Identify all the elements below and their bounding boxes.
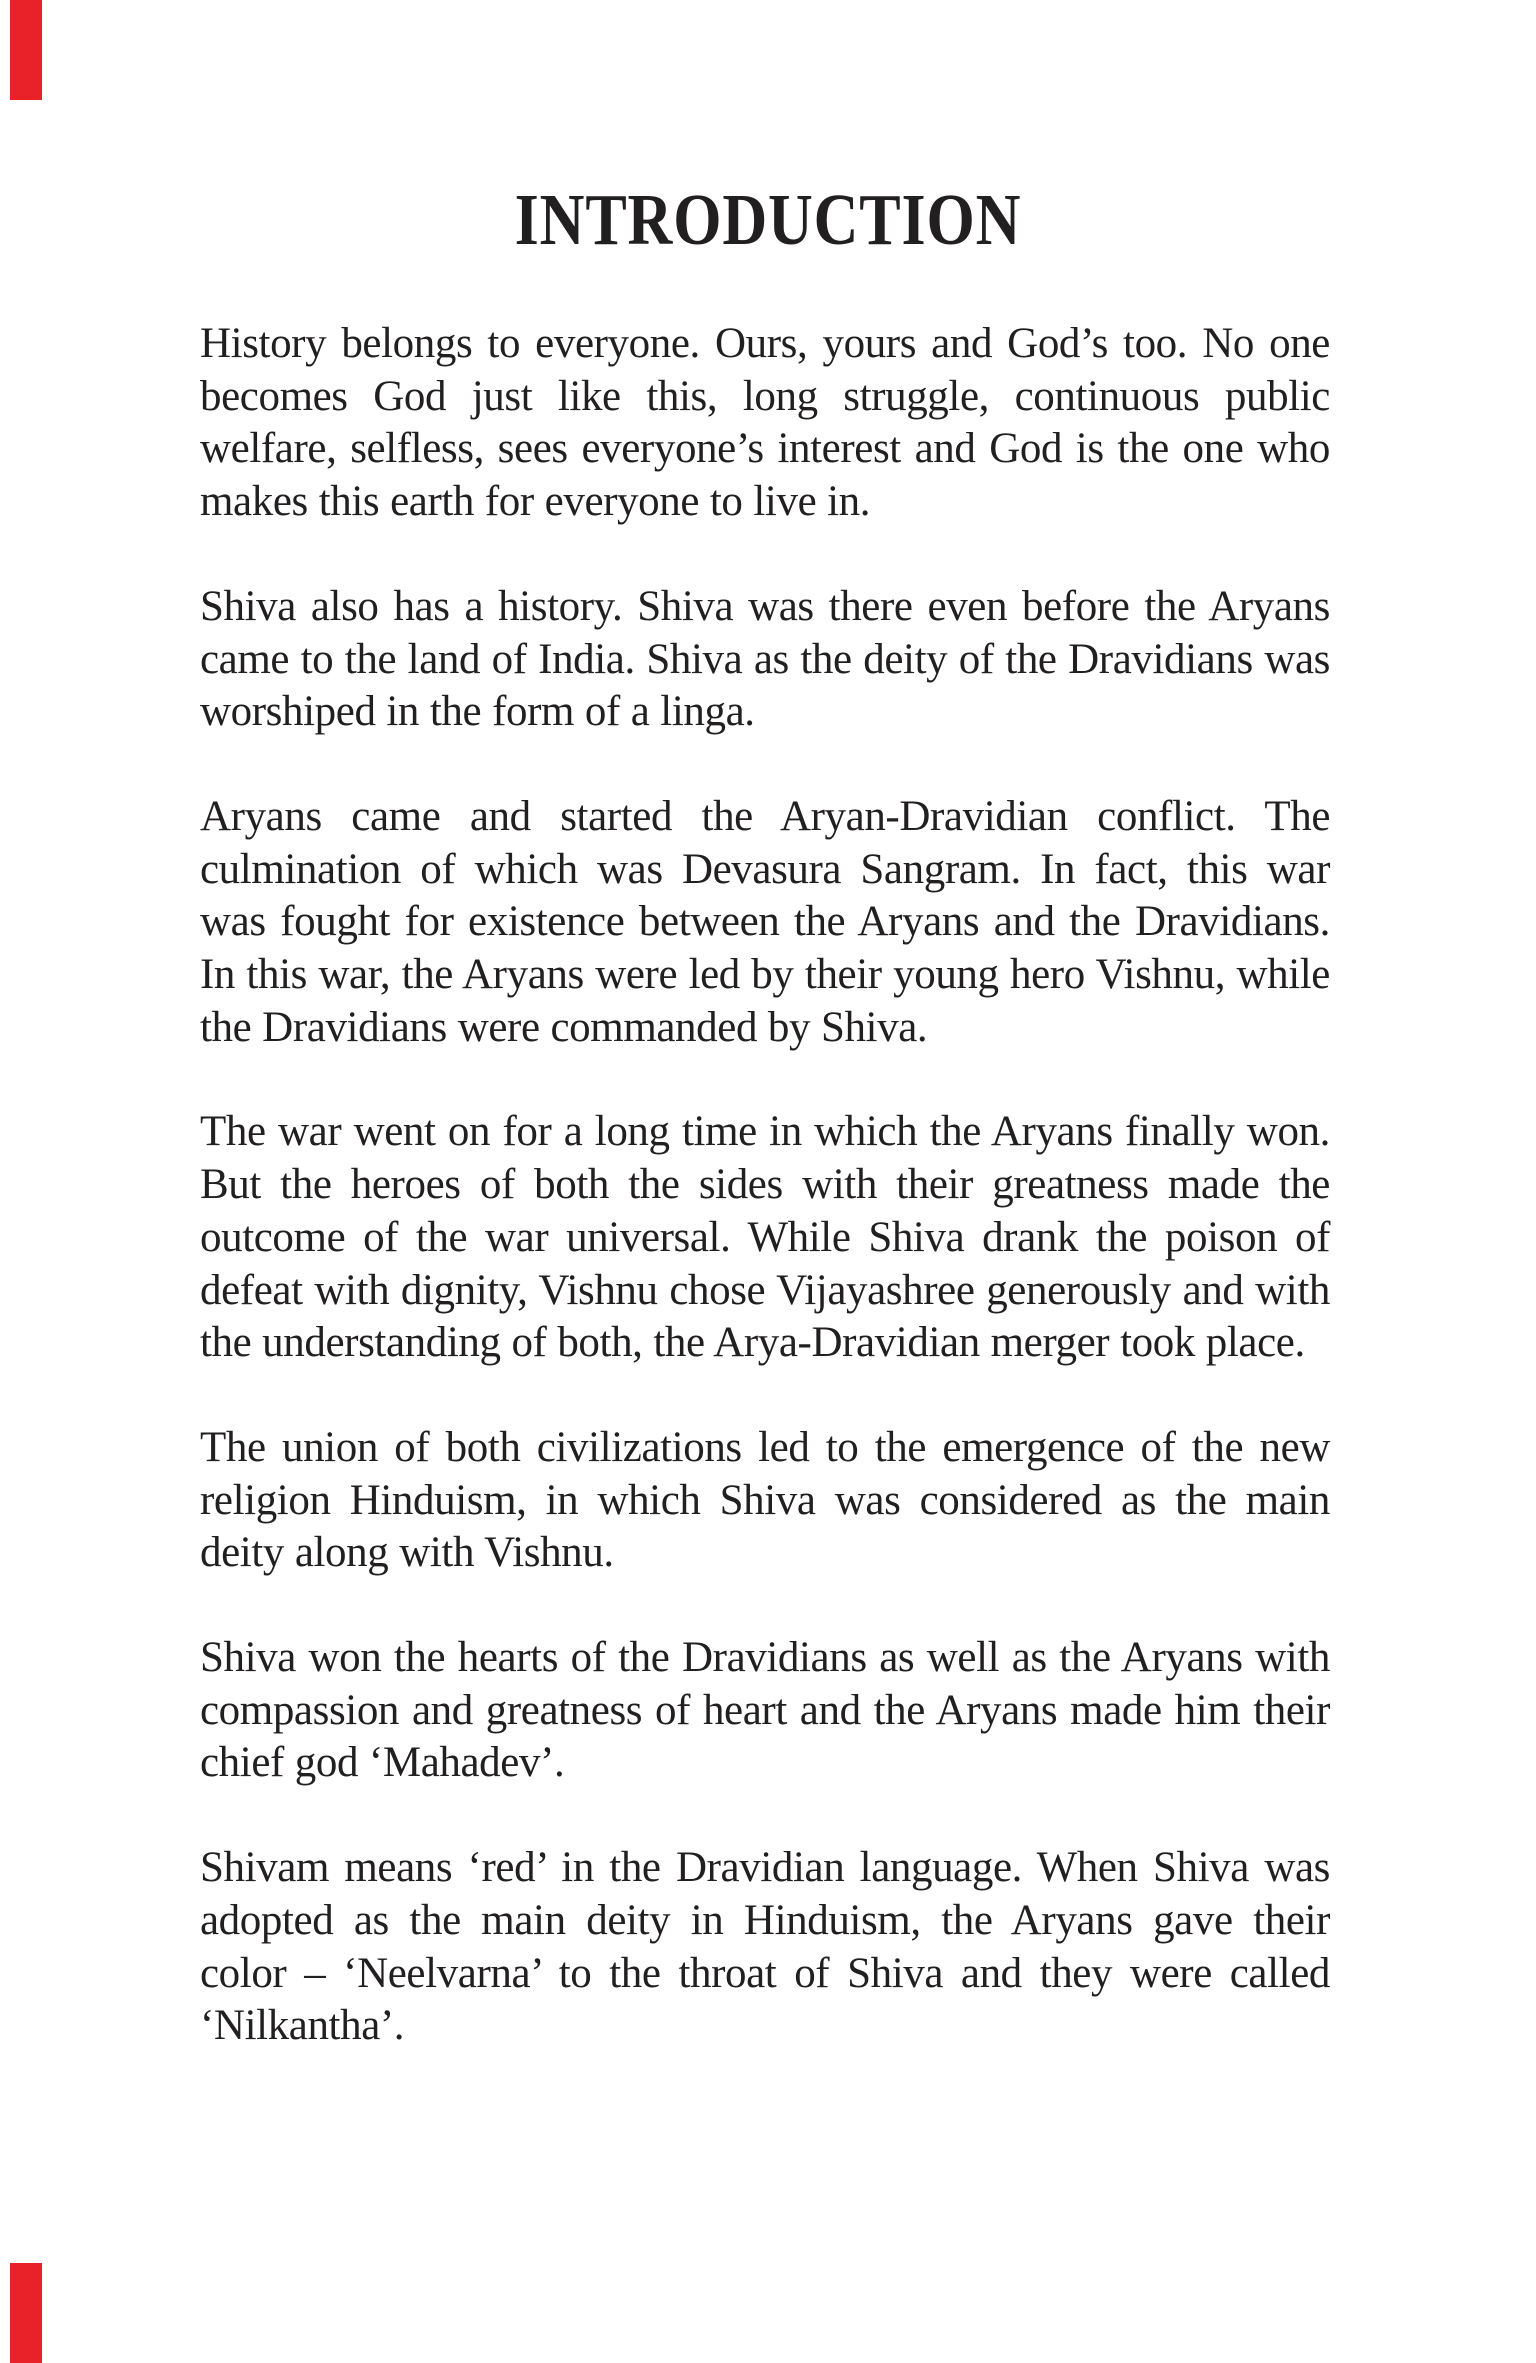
paragraph-6: Shiva won the hearts of the Dravidians as well as the Aryans with compassion and greatness of heart and the Aryans made him their chief god ‘Mahadev’. <box>200 1634 1330 1787</box>
paragraph-3: Aryans came and started the Aryan-Dravidian conflict. The culmination of which was Devasura Sangram. In fact, this war was fought for existence between the Aryans and the Dravidians. In this war, the Aryans were led by their young hero Vishnu, while the Dravidians were commanded by Shiva. <box>200 792 1330 1051</box>
text-block <box>200 318 1330 2053</box>
paragraph-2: Shiva also has a history. Shiva was there even before the Aryans came to the land of India. Shiva as the deity of the Dravidians was worshiped in the form of a linga. <box>200 582 1330 736</box>
red-scan-mark-bottom-icon <box>10 2263 42 2363</box>
page-title: INTRODUCTION <box>514 179 1022 260</box>
red-scan-mark-top-icon <box>10 0 42 100</box>
paragraph-4: The war went on for a long time in which the Aryans finally won. But the heroes of both the sides with their greatness made the outcome of the war universal. While Shiva drank the poison of defeat with dignity, Vishnu chose Vijayashree generously and with the understanding of both, the Arya-Dravidian merger took place. <box>200 1108 1330 1367</box>
paragraph-7: Shivam means ‘red’ in the Dravidian language. When Shiva was adopted as the main deity in Hinduism, the Aryans gave their color – ‘Neelvarna’ to the throat of Shiva and they were called ‘Nilkantha’. <box>200 1844 1330 2050</box>
paragraph-5: The union of both civilizations led to the emergence of the new religion Hinduism, in which Shiva was considered as the main deity along with Vishnu. <box>200 1423 1330 1577</box>
paragraph-1: History belongs to everyone. Ours, yours and God’s too. No one becomes God just like this, long struggle, continuous public welfare, selfless, sees everyone’s interest and God is the one who makes this earth for everyone to live in. <box>200 320 1330 526</box>
